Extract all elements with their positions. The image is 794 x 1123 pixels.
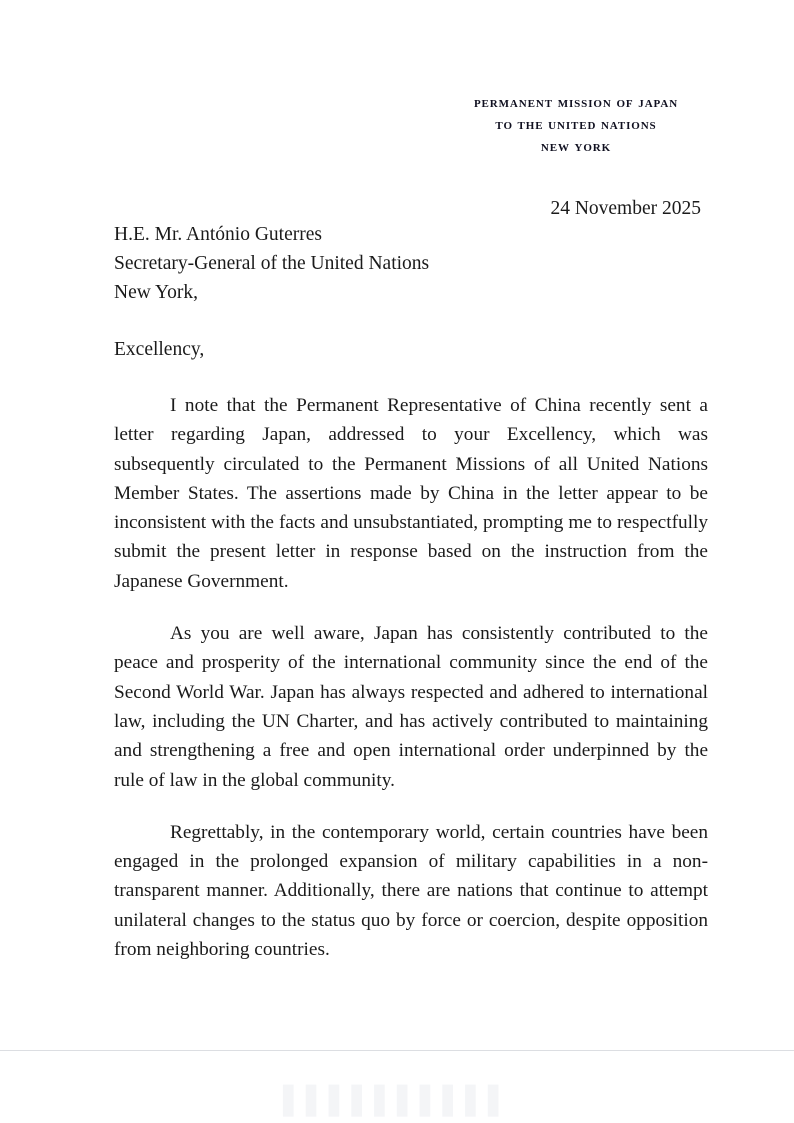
letterhead <box>444 92 708 158</box>
body-paragraph-2: As you are well aware, Japan has consistently contributed to the peace and prosperity of the international community since the end of the Second World War. Japan has always respected and adhered to international law, including the UN Charter, and has actively contributed to maintaining and strengthening a free and open international order underpinned by the rule of law in the global community. <box>114 623 708 791</box>
body-paragraph-1: I note that the Permanent Representative of China recently sent a letter regarding Japan, addressed to your Excellency, which was subsequently circulated to the Permanent Missions of all United Nations Member States. The assertions made by China in the letter appear to be inconsistent with the facts and unsubstantiated, prompting me to respectfully submit the present letter in response based on the instruction from the Japanese Government. <box>114 395 708 592</box>
addressee-name: H.E. Mr. António Guterres <box>114 224 322 245</box>
letterhead-line-to-united-nations: to the united nations <box>495 117 657 133</box>
addressee-title: Secretary-General of the United Nations <box>114 253 430 274</box>
letter-date: 24 November 2025 <box>550 198 701 219</box>
salutation: Excellency, <box>114 339 205 360</box>
footer-watermark: ▌▌▌▌▌▌▌▌▌▌ <box>283 1086 511 1117</box>
addressee-block <box>114 220 708 307</box>
body-paragraph-3: Regrettably, in the contemporary world, certain countries have been engaged in the prolonged expansion of military capabilities in a non-transparent manner. Additionally, there are nations that continue to attempt unilateral changes to the status quo by force or coercion, despite opposition from neighboring countries. <box>114 821 708 961</box>
addressee-location: New York, <box>114 282 198 303</box>
letterhead-line-organization: permanent mission of japan <box>473 94 679 111</box>
letter-body <box>114 391 708 964</box>
letterhead-line-city: new york <box>540 139 612 155</box>
footer-divider <box>0 1050 794 1051</box>
